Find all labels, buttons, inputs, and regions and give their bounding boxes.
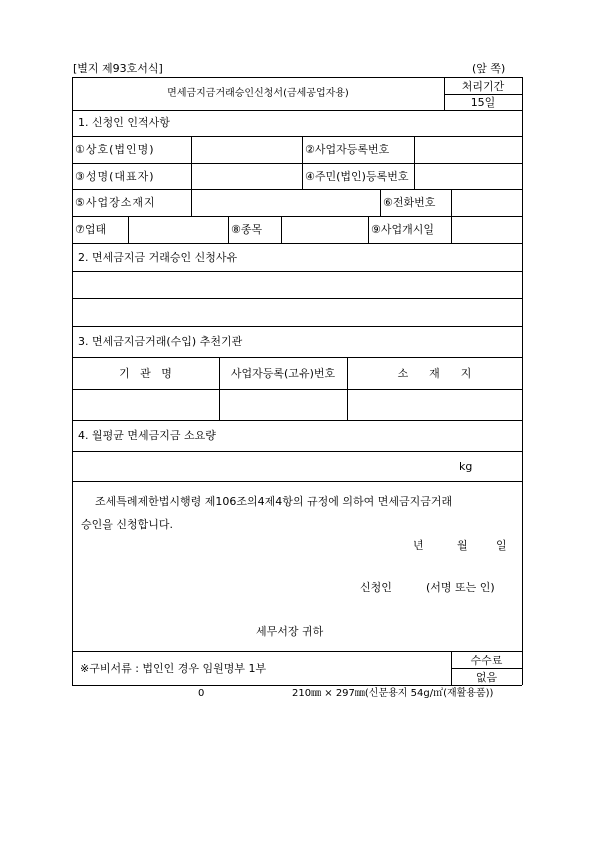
representative-name-label: ③성명(대표자) (75, 170, 155, 183)
processing-period-label: 처리기간 (461, 80, 505, 93)
company-name-label: ①상호(법인명) (75, 143, 155, 156)
business-address-label: ⑤사업장소재지 (75, 196, 156, 209)
processing-period-value: 15일 (470, 96, 496, 109)
section3-title: 3. 면세금지금거래(수입) 추천기관 (78, 335, 243, 348)
form-number: [별지 제93호서식] (73, 62, 163, 75)
resident-number-label: ④주민(법인)등록번호 (305, 170, 409, 183)
required-documents-note: ※구비서류 : 법인인 경우 임원명부 1부 (80, 662, 267, 675)
amount-unit: kg (459, 460, 473, 473)
agency-registration-header: 사업자등록(고유)번호 (230, 367, 336, 380)
business-item-label: ⑧종목 (231, 223, 263, 236)
form-title: 면세금지금거래승인신청서(금세공업자용) (167, 88, 349, 99)
applicant-label: 신청인 (360, 581, 392, 594)
agency-address-header: 소 재 지 (397, 367, 472, 380)
date-month-label: 월 (457, 539, 468, 552)
paper-specification: 210㎜ × 297㎜(신문용지 54g/㎡(재활용품)) (292, 688, 494, 699)
signature-note: (서명 또는 인) (426, 581, 495, 594)
fee-value: 없음 (475, 671, 498, 684)
section2-title: 2. 면세금지금 거래승인 신청사유 (78, 251, 238, 264)
business-registration-label: ②사업자등록번호 (305, 143, 390, 156)
fee-label: 수수료 (470, 654, 503, 667)
page-number: 0 (198, 688, 205, 699)
section1-title: 1. 신청인 인적사항 (78, 116, 170, 129)
agency-name-header: 기 관 명 (119, 367, 172, 380)
addressee: 세무서장 귀하 (256, 625, 324, 638)
business-start-date-label: ⑨사업개시일 (371, 223, 434, 236)
page-side-label: (앞 쪽) (472, 62, 506, 75)
declaration-text-line1: 조세특례제한법시행령 제106조의4제4항의 규정에 의하여 면세금지금거래 (95, 495, 453, 508)
date-day-label: 일 (496, 539, 507, 552)
business-type-label: ⑦업태 (75, 223, 107, 236)
declaration-text-line2: 승인을 신청합니다. (81, 518, 174, 531)
date-year-label: 년 (413, 539, 424, 552)
section4-title: 4. 월평균 면세금지금 소요량 (78, 429, 216, 442)
phone-number-label: ⑥전화번호 (383, 196, 436, 209)
